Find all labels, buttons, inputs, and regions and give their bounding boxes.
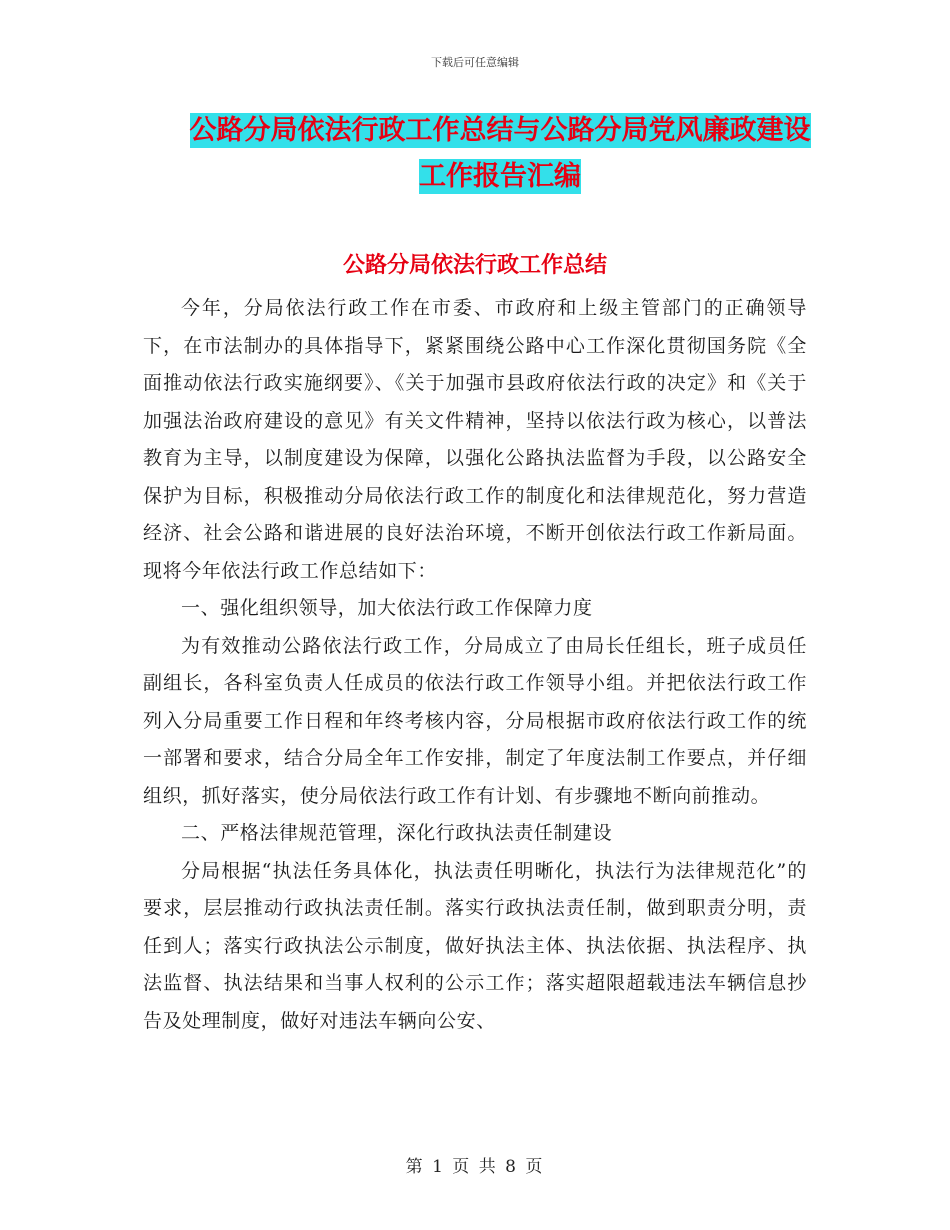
section-title: 公路分局依法行政工作总结 [342,253,607,278]
paragraph-body-2: 分局根据“执法任务具体化，执法责任明晰化，执法行为法律规范化”的要求，层层推动行政执法责任制。落实行政执法责任制，做到职责分明，责任到人；落实行政执法公示制度，做好执法主体、执法依据、执法程序、执法监督、执法结果和当事人权利的公示工作；落实超限超载违法车辆信息抄告及处理制度，做好对违法车辆向公安、 [143,859,807,1032]
document-title-line-1: 公路分局依法行政工作总结与公路分局党风廉政建设 [189,115,811,146]
header-note: 下载后可任意编辑 [431,56,519,69]
body-text [143,290,807,1040]
document-title [160,108,840,200]
document-title-line-2: 工作报告汇编 [419,161,581,192]
paragraph-heading-1: 一、强化组织领导，加大依法行政工作保障力度 [181,597,593,619]
paragraph-intro: 今年，分局依法行政工作在市委、市政府和上级主管部门的正确领导下，在市法制办的具体指导下，紧紧围绕公路中心工作深化贯彻国务院《全面推动依法行政实施纲要》、《关于加强市县政府依法行政的决定》和《关于加强法治政府建设的意见》有关文件精神，坚持以依法行政为核心，以普法教育为主导，以制度建设为保障，以强化公路执法监督为手段，以公路安全保护为目标，积极推动分局依法行政工作的制度化和法律规范化，努力营造经济、社会公路和谐进展的良好法治环境，不断开创依法行政工作新局面。现将今年依法行政工作总结如下： [143,297,807,582]
paragraph-body-1: 为有效推动公路依法行政工作，分局成立了由局长任组长，班子成员任副组长，各科室负责人任成员的依法行政工作领导小组。并把依法行政工作列入分局重要工作日程和年终考核内容，分局根据市政府依法行政工作的统一部署和要求，结合分局全年工作安排，制定了年度法制工作要点，并仔细组织，抓好落实，使分局依法行政工作有计划、有步骤地不断向前推动。 [143,634,807,807]
paragraph-heading-2: 二、严格法律规范管理，深化行政执法责任制建设 [181,822,613,844]
page-footer: 第 1 页 共 8 页 [405,1157,545,1177]
